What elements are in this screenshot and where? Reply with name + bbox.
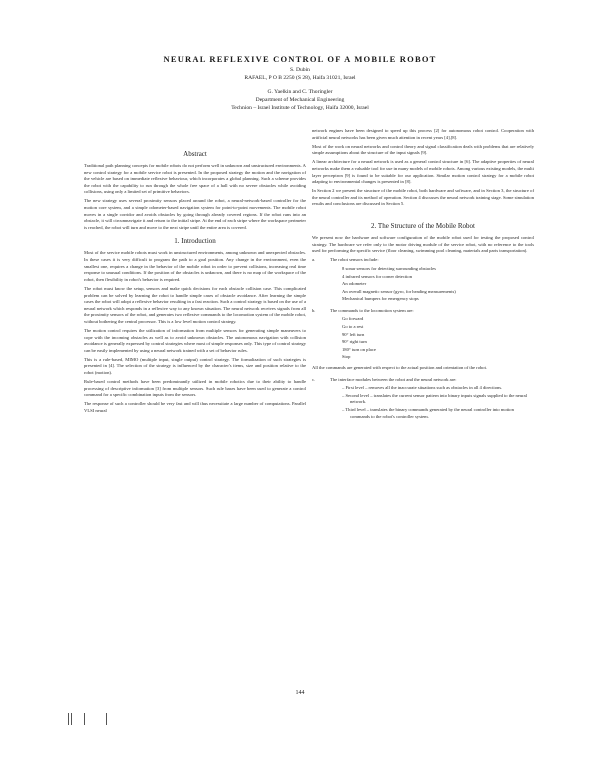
structure-paragraph: All the commands are generated with respect to the actual position and orientation of the robot. bbox=[312, 365, 488, 371]
scan-artifact-marks bbox=[60, 713, 120, 725]
page-number: 144 bbox=[295, 690, 305, 696]
institution-line: Technion – Israel Institute of Technology, Haifa 32000, Israel bbox=[231, 105, 369, 111]
list-a bbox=[312, 257, 534, 264]
structure-heading: 2. The Structure of the Mobile Robot bbox=[371, 222, 475, 231]
list-item: Stop bbox=[342, 354, 351, 360]
list-item: – Second level – translates the current sensor pattern into binary inputs signals supplied to the neural network. bbox=[342, 392, 527, 405]
body-paragraph: In Section 2 we present the structure of the mobile robot, both hardware and software, and in Section 3, the structure of the neural controller and its method of operation. Section 4 discusses the neural network training stage. Some simulation results and conclusions are discussed in Section 5. bbox=[312, 188, 534, 207]
abstract-paragraph: The new strategy uses several proximity sensors placed around the robot, a neural-network-based controller for the motion core system, and a simple odometer-based navigation system for point-to-point movements. The mobile robot moves in a single corridor and avoids obstacles by going through already covered regions. If the robot runs into an obstacle, it will circumnavigate it and return to the initial stripe. At the end of each stripe where the workspace perimeter is reached, the robot will turn and move to the next stripe until the entire area is covered. bbox=[84, 198, 306, 230]
list-b-label: b. bbox=[312, 307, 316, 313]
list-item: 90° left turn bbox=[342, 331, 365, 337]
paper-title: NEURAL REFLEXIVE CONTROL OF A MOBILE ROBOT bbox=[163, 54, 437, 64]
list-c-label: c. bbox=[312, 376, 316, 382]
list-a-text: The robot sensors include: bbox=[330, 257, 379, 263]
abstract-heading: Abstract bbox=[183, 150, 207, 158]
list-item: 4 infrared sensors for corner detection bbox=[342, 273, 413, 279]
list-c bbox=[312, 377, 534, 384]
abstract-paragraph: Traditional path planning concepts for mobile robots do not perform well in unknown and unstructured environments. A new control strategy for a mobile service robot is presented. In the proposed strategy the motion and the navigation of the vehicle are based on immediate reflexive behaviour, which incorporates a global planning. Such a scheme provides the robot with the capability to run through the whole free space of a hall with no severe obstacles while avoiding collisions, using only a limited set of primitive behaviors. bbox=[84, 163, 306, 195]
intro-paragraph: The motion control requires the utilization of information from multiple sensors for generating simple maneuvers to cope with the incoming obstacles as well as to avoid unknown obstacles. The autonomous navigation with collision avoidance is generally expressed by control strategies where most of simple responses only. This type of control strategy can be easily implemented by using a neural network trained with a set of behavior rules. bbox=[84, 327, 306, 353]
introduction-heading: 1. Introduction bbox=[174, 237, 216, 246]
structure-paragraph: We present now the hardware and software configuration of the mobile robot used for testing the proposed control strategy. The hardware we refer only to the motor driving module of the service robot, with no reference to the tools used for performing the specific service (floor cleaning, swimming pool cleaning, materials and parts transportation). bbox=[312, 235, 534, 254]
intro-paragraph: This is a rule-based, MIMO (multiple input, single output) control strategy. The formalization of such strategies is presented in [4]. The selection of the strategy is influenced by the character's items, size and position relative to the robot (motion). bbox=[84, 356, 306, 376]
intro-paragraph: Rule-based control methods have been predominantly utilized in mobile robotics due to their ability to handle processing of descriptive information [3] from multiple sensors. Such rule bases have been used to generate a control command for a specific combination inputs from the sensors. bbox=[84, 379, 306, 398]
list-item: An overall magnetic sensor (gyro, for heading measurements) bbox=[342, 288, 456, 294]
list-item: Go to a rest bbox=[342, 324, 364, 330]
intro-paragraph: The response of such a controller should be very fast and will thus necessitate a large number of computations. Parallel VLSI neural bbox=[84, 401, 306, 413]
intro-paragraph: Most of the service mobile robots must work in unstructured environments, among unknown and unexpected obstacles. In these cases it is very difficult to program the path to a goal position. Any change in the environment, even the smallest one, requires a change in the behavior of the mobile robot in order to prevent collisions, increasing real time response to unusual conditions. If the position of the obstacles is unknown, and there is no map of the workspace of the robot, then flexibility in robot's behavior is required. bbox=[84, 250, 306, 282]
list-item: – Third level – translates the binary commands generated by the neural controller into motion commands to the robot's controller system. bbox=[342, 407, 514, 419]
author-line-1: S. Dubin bbox=[290, 67, 310, 73]
list-c-text: The interface modules between the robot and the neural network are: bbox=[330, 376, 457, 382]
body-paragraph: A linear architecture for a neural network is used as a general control structure in [6]. The adaptive properties of neural networks make them a valuable tool for use in many models of mobile robots. Among various existing models, the multi layer perceptron [9] is found to be suitable for our application. Similar motion control strategy for a mobile robot adapting to environmental changes is presented in [8]. bbox=[312, 159, 534, 185]
list-item: 8 sonar sensors for detecting surrounding obstacles bbox=[342, 265, 436, 271]
list-item: – First level – removes all the inaccurate situations such as obstacles in all 4 directions. bbox=[342, 385, 503, 391]
author-line-2: G. Yaelkin and C. Thoringler bbox=[267, 89, 333, 95]
right-column bbox=[312, 128, 534, 421]
list-item: Go forward bbox=[342, 316, 364, 322]
list-item: An odometer bbox=[342, 281, 367, 287]
body-paragraph: network engines have been designed to speed up this process [2] for autonomous robot control. Cooperation with artificial neural networks has been given much attention in recent years [4],[8]. bbox=[312, 128, 534, 140]
list-b bbox=[312, 308, 534, 315]
list-item: 180° turn on place bbox=[342, 346, 376, 352]
list-item: 90° right turn bbox=[342, 339, 367, 345]
list-b-text: The commands to the locomotion system are: bbox=[330, 307, 414, 313]
body-paragraph: Most of the work on neural networks and control theory and signal classification deals with problems that are relatively simple assumptions about the structure of the input signals [9]. bbox=[312, 143, 534, 156]
list-a-label: a. bbox=[312, 257, 316, 263]
intro-paragraph: The robot must know the setup, sensors and make quick decisions for each obstacle collision case. This complicated problem can be solved by learning the robot to handle simple cases of obstacle avoidance. After learning the simple cases the robot will adopt a reflexive behavior resulting in a fast reaction. Such a control strategy is based on the use of a neural network which responds in a reflexive way to any known situation. The neural network receives signals from all the proximity sensors of the robot, and generates two reflexive commands to the locomotion system of the mobile robot, without bothering the central processor. This is a low level motion control strategy. bbox=[84, 285, 306, 324]
left-column bbox=[84, 150, 306, 417]
affiliation-line-1: RAFAEL, P O B 2250 (S 28), Haifa 31021, Israel bbox=[244, 75, 356, 81]
list-item: Mechanical bumpers for emergency stops bbox=[342, 296, 419, 302]
department-line: Department of Mechanical Engineering bbox=[255, 97, 345, 103]
